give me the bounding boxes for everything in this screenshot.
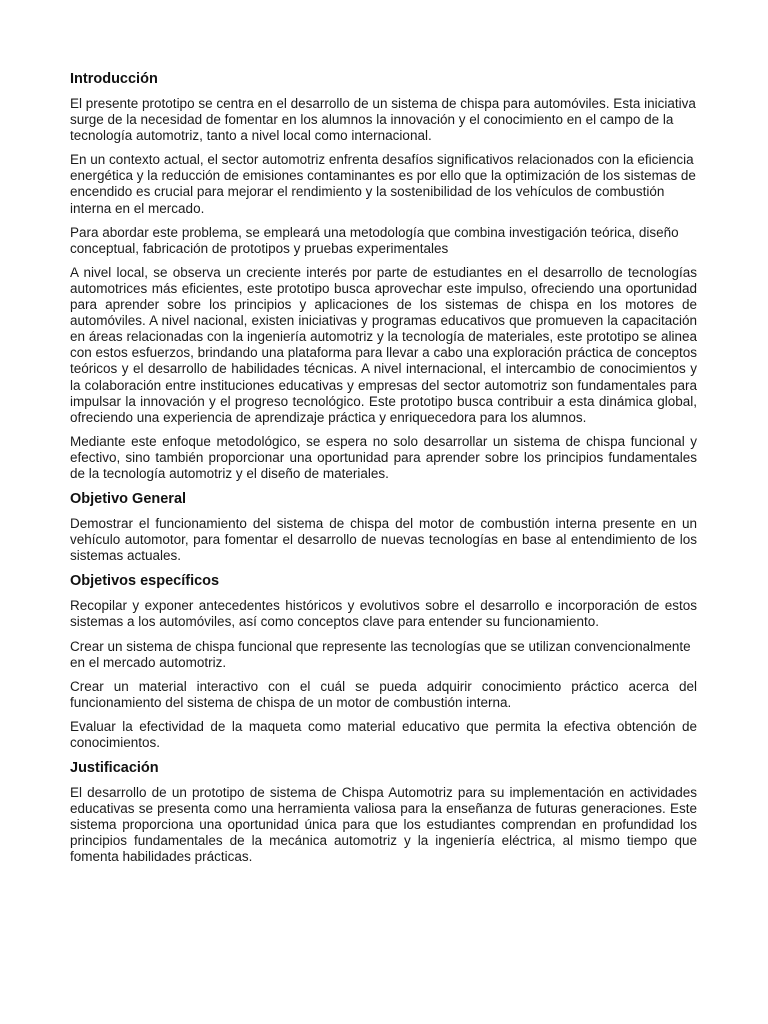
paragraph: En un contexto actual, el sector automotriz enfrenta desafíos significativos relacionados con la eficiencia energética y la reducción de emisiones contaminantes es por ello que la optimización de los sistemas de encendido es crucial para mejorar el rendimiento y la sostenibilidad de los vehículos de combustión interna en el mercado. — [70, 152, 696, 216]
paragraph: Crear un sistema de chispa funcional que represente las tecnologías que se utilizan convencionalmente en el mercado automotriz. — [70, 638, 691, 670]
heading-justificacion: Justificación — [70, 760, 159, 777]
document-page — [70, 70, 697, 874]
heading-introduccion: Introducción — [70, 71, 158, 87]
heading-objetivo-general: Objetivo General — [70, 491, 187, 508]
section-objetivo-general — [70, 490, 697, 564]
paragraph: El desarrollo de un prototipo de sistema de Chispa Automotriz para su implementación en actividades educativas se presenta como una herramienta valiosa para la enseñanza de futuras generaciones. Este sistema proporciona una oportunidad única para que los estudiantes comprendan en profundidad los principios fundamentales de la mecánica automotriz y la ingeniería eléctrica, al mismo tiempo que fomenta habilidades prácticas. — [70, 785, 697, 865]
heading-objetivos-especificos: Objetivos específicos — [70, 573, 220, 590]
paragraph: El presente prototipo se centra en el desarrollo de un sistema de chispa para automóviles. Esta iniciativa surge de la necesidad de fomentar en los alumnos la innovación y el conocimiento en el campo de la tecnología automotriz, tanto a nivel local como internacional. — [70, 96, 696, 144]
paragraph: Mediante este enfoque metodológico, se espera no solo desarrollar un sistema de chispa funcional y efectivo, sino también proporcionar una oportunidad para aprender sobre los principios fundamentales de la tecnología automotriz y el diseño de materiales. — [70, 433, 697, 481]
paragraph: Recopilar y exponer antecedentes históricos y evolutivos sobre el desarrollo e incorporación de estos sistemas a los automóviles, así como conceptos clave para entender su funcionamiento. — [70, 598, 697, 630]
section-introduccion — [70, 70, 697, 482]
paragraph: Crear un material interactivo con el cuál se pueda adquirir conocimiento práctico acerca del funcionamiento del sistema de chispa de un motor de combustión interna. — [70, 678, 697, 710]
paragraph: Para abordar este problema, se empleará una metodología que combina investigación teórica, diseño conceptual, fabricación de prototipos y pruebas experimentales — [70, 224, 679, 256]
paragraph: Demostrar el funcionamiento del sistema de chispa del motor de combustión interna presente en un vehículo automotor, para fomentar el desarrollo de nuevas tecnologías en base al entendimiento de los sistemas actuales. — [70, 516, 697, 564]
paragraph: A nivel local, se observa un creciente interés por parte de estudiantes en el desarrollo de tecnologías automotrices más eficientes, este prototipo busca aprovechar este impulso, ofreciendo una oportunidad para aprender sobre los principios y aplicaciones de los sistemas de chispa en los motores de automóviles. A nivel nacional, existen iniciativas y programas educativos que promueven la capacitación en áreas relacionadas con la ingeniería automotriz y la tecnología de materiales, este prototipo se alinea con estos esfuerzos, brindando una plataforma para llevar a cabo una exploración práctica de conceptos teóricos y el desarrollo de habilidades técnicas. A nivel internacional, el intercambio de conocimientos y la colaboración entre instituciones educativas y empresas del sector automotriz son fundamentales para impulsar la innovación y el progreso tecnológico. Este prototipo busca contribuir a esta dinámica global, ofreciendo una experiencia de aprendizaje práctica y enriquecedora para los alumnos. — [70, 264, 697, 425]
paragraph: Evaluar la efectividad de la maqueta como material educativo que permita la efectiva obtención de conocimientos. — [70, 718, 697, 750]
section-objetivos-especificos — [70, 572, 697, 751]
section-justificacion — [70, 759, 697, 865]
